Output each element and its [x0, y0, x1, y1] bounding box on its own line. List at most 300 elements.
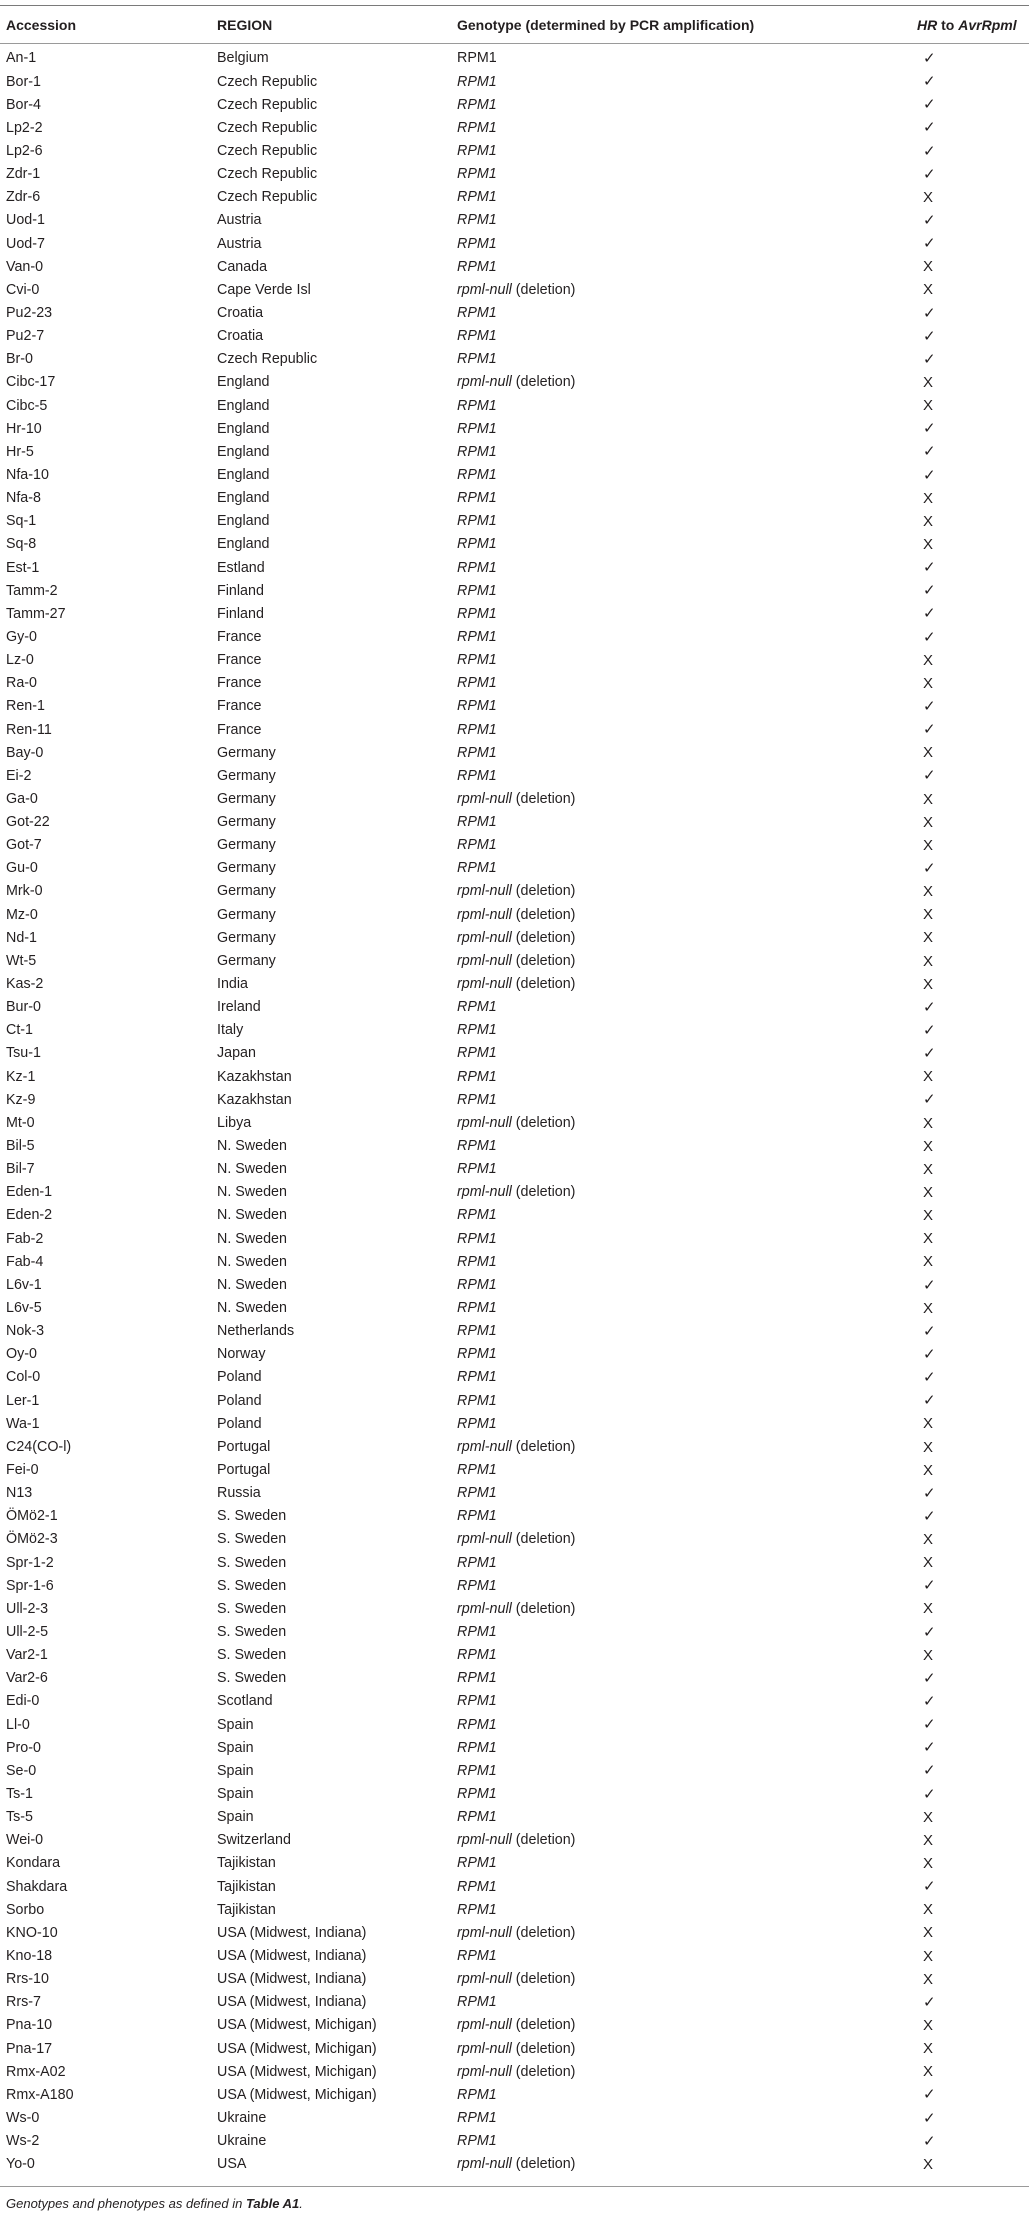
genotype-cell [457, 579, 917, 602]
genotype-cell [457, 695, 917, 718]
genotype-cell [457, 1204, 917, 1227]
genotype-suffix: (deletion) [511, 790, 576, 807]
accession-cell: Br-0 [6, 351, 34, 368]
genotype-suffix: (deletion) [511, 1438, 576, 1455]
table-row [6, 1574, 1024, 1597]
genotype-cell [457, 1574, 917, 1597]
hr-cell: X [923, 1230, 934, 1248]
genotype-gene: RPM1 [457, 1022, 497, 1039]
table-row [6, 1759, 1024, 1782]
hr-cell: ✓ [923, 559, 936, 577]
genotype-suffix: (deletion) [511, 1184, 576, 1201]
accession-cell: Tamm-2 [6, 582, 58, 599]
genotype-cell [457, 1528, 917, 1551]
region-cell: S. Sweden [217, 1623, 287, 1640]
hr-cell: ✓ [923, 998, 936, 1016]
accession-cell: Ren-11 [6, 721, 52, 738]
table-row [6, 1343, 1024, 1366]
genotype-cell [457, 1273, 917, 1296]
table-row [6, 417, 1024, 440]
genotype-gene: RPM1 [457, 1462, 497, 1478]
region-cell: USA (Midwest, Indiana) [217, 1971, 367, 1988]
hr-cell: X [923, 1855, 934, 1873]
table-row [6, 1019, 1024, 1042]
table-row [6, 2060, 1024, 2083]
genotype-gene: rpml-null [457, 374, 512, 391]
region-cell: S. Sweden [217, 1600, 287, 1617]
genotype-suffix: (deletion) [511, 2017, 576, 2034]
region-cell: Portugal [217, 1462, 271, 1478]
accession-cell: Bil-7 [6, 1161, 35, 1178]
region-cell: Austria [217, 235, 262, 252]
hr-cell: X [923, 374, 934, 392]
genotype-gene: rpml-null [457, 1832, 512, 1849]
genotype-cell [457, 1968, 917, 1991]
accession-cell: Rmx-A180 [6, 2086, 74, 2103]
genotype-gene: RPM1 [457, 1300, 497, 1317]
table-row [6, 857, 1024, 880]
hr-cell: ✓ [923, 2109, 936, 2127]
footnote-table-ref: Table A1 [245, 2196, 300, 2211]
table-row [6, 440, 1024, 463]
genotype-cell [457, 949, 917, 972]
genotype-gene: RPM1 [457, 1855, 497, 1872]
genotype-suffix: (deletion) [511, 976, 576, 993]
accession-cell: Nd-1 [6, 929, 37, 946]
accession-cell: Var2-6 [6, 1670, 48, 1687]
table-row [6, 1829, 1024, 1852]
region-cell: Spain [217, 1762, 254, 1779]
accession-cell: Pna-17 [6, 2040, 53, 2057]
table-row [6, 1968, 1024, 1991]
genotype-gene: RPM1 [457, 1091, 497, 1108]
region-cell: Spain [217, 1716, 254, 1733]
region-cell: USA (Midwest, Michigan) [217, 2063, 377, 2080]
genotype-cell [457, 1158, 917, 1181]
genotype-gene: RPM1 [457, 2133, 497, 2150]
hr-cell: X [923, 258, 934, 276]
hr-cell: ✓ [923, 1993, 936, 2011]
region-cell: S. Sweden [217, 1554, 287, 1571]
table-row [6, 949, 1024, 972]
accession-cell: Got-22 [6, 814, 50, 831]
accession-cell: Kz-9 [6, 1091, 36, 1108]
table-row [6, 1875, 1024, 1898]
hr-cell: X [923, 536, 934, 554]
genotype-cell [457, 93, 917, 116]
genotype-gene: RPM1 [457, 1253, 497, 1270]
accession-cell: Lp2-6 [6, 142, 43, 159]
genotype-gene: rpml-null [457, 2017, 512, 2034]
table-row [6, 695, 1024, 718]
table-row [6, 42, 1024, 70]
region-cell: France [217, 628, 262, 645]
genotype-cell [457, 2037, 917, 2060]
table-header [6, 8, 1024, 42]
genotype-cell [457, 209, 917, 232]
hr-cell: X [923, 790, 934, 808]
region-cell: Portugal [217, 1438, 271, 1455]
accession-cell: Wa-1 [6, 1415, 40, 1432]
hr-cell: ✓ [923, 466, 936, 484]
table-footnote [6, 2196, 303, 2211]
hr-cell: X [923, 1207, 934, 1225]
genotype-cell [457, 440, 917, 463]
table-row [6, 464, 1024, 487]
table-row [6, 741, 1024, 764]
hr-cell: ✓ [923, 1045, 936, 1063]
genotype-gene: RPM1 [457, 351, 497, 368]
table-row [6, 116, 1024, 139]
genotype-cell [457, 394, 917, 417]
genotype-cell [457, 1875, 917, 1898]
genotype-gene: RPM1 [457, 258, 497, 275]
table-row [6, 556, 1024, 579]
region-cell: Italy [217, 1022, 244, 1039]
genotype-gene: rpml-null [457, 976, 512, 993]
genotype-cell [457, 302, 917, 325]
hr-cell: X [923, 1183, 934, 1201]
accession-cell: Ler-1 [6, 1392, 40, 1409]
hr-cell: X [923, 1901, 934, 1919]
accession-cell: Ts-5 [6, 1809, 34, 1826]
genotype-cell [457, 1921, 917, 1944]
genotype-cell [457, 2107, 917, 2130]
region-cell: Cape Verde Isl [217, 281, 311, 298]
genotype-gene: rpml-null [457, 2063, 512, 2080]
genotype-gene: RPM1 [457, 860, 497, 877]
genotype-cell [457, 556, 917, 579]
table-row [6, 1852, 1024, 1875]
genotype-cell [457, 1736, 917, 1759]
region-cell: Ukraine [217, 2109, 267, 2126]
hr-cell: X [923, 1600, 934, 1618]
accession-cell: Col-0 [6, 1369, 41, 1386]
hr-cell: X [923, 1646, 934, 1664]
region-cell: N. Sweden [217, 1138, 287, 1155]
header-hr-mid: to [937, 17, 959, 33]
accession-cell: Pna-10 [6, 2017, 53, 2034]
genotype-cell [457, 1505, 917, 1528]
region-cell: Czech Republic [217, 119, 318, 136]
accession-cell: Cvi-0 [6, 281, 40, 298]
table-row [6, 1736, 1024, 1759]
region-cell: Finland [217, 605, 264, 622]
genotype-suffix: (deletion) [511, 883, 576, 900]
genotype-suffix: (deletion) [511, 929, 576, 946]
table-row [6, 788, 1024, 811]
genotype-gene: RPM1 [457, 1670, 497, 1687]
header-genotype: Genotype (determined by PCR amplification) [457, 17, 755, 33]
table-row [6, 533, 1024, 556]
table-row [6, 487, 1024, 510]
genotype-cell [457, 857, 917, 880]
genotype-cell [457, 626, 917, 649]
genotype-cell [457, 1459, 917, 1482]
accession-cell: Eden-2 [6, 1207, 53, 1224]
accession-cell: Kondara [6, 1855, 61, 1872]
region-cell: USA [217, 2156, 247, 2173]
genotype-cell [457, 788, 917, 811]
region-cell: N. Sweden [217, 1300, 287, 1317]
accession-cell: Ct-1 [6, 1022, 34, 1039]
accession-cell: Ll-0 [6, 1716, 30, 1733]
accession-cell: Kas-2 [6, 976, 44, 993]
genotype-cell [457, 1829, 917, 1852]
table-row [6, 2153, 1024, 2176]
genotype-cell [457, 1482, 917, 1505]
hr-cell: X [923, 975, 934, 993]
region-cell: India [217, 976, 249, 993]
accession-cell: Bay-0 [6, 744, 44, 761]
accession-cell: Lz-0 [6, 652, 34, 669]
region-cell: Czech Republic [217, 142, 318, 159]
table-row [6, 1158, 1024, 1181]
genotype-gene: rpml-null [457, 2156, 512, 2173]
genotype-gene: RPM1 [457, 96, 497, 113]
hr-cell: X [923, 1114, 934, 1132]
hr-cell: X [923, 1438, 934, 1456]
table-row [6, 1783, 1024, 1806]
region-cell: Germany [217, 790, 276, 807]
region-cell: USA (Midwest, Indiana) [217, 1947, 367, 1964]
genotype-cell [457, 1111, 917, 1134]
genotype-cell [457, 1945, 917, 1968]
region-cell: Czech Republic [217, 96, 318, 113]
genotype-cell [457, 371, 917, 394]
table-row [6, 1945, 1024, 1968]
region-cell: England [217, 374, 270, 391]
accession-cell: Uod-1 [6, 212, 45, 229]
genotype-gene: RPM1 [457, 1554, 497, 1571]
hr-cell: X [923, 1253, 934, 1271]
genotype-suffix: (deletion) [511, 374, 576, 391]
genotype-gene: RPM1 [457, 1045, 497, 1062]
genotype-cell [457, 1297, 917, 1320]
region-cell: S. Sweden [217, 1670, 287, 1687]
genotype-cell [457, 2153, 917, 2176]
accession-cell: Zdr-1 [6, 166, 41, 183]
hr-cell: ✓ [923, 1693, 936, 1711]
table-top-rule [0, 5, 1029, 6]
genotype-cell [457, 232, 917, 255]
region-cell: N. Sweden [217, 1276, 287, 1293]
accession-cell: Ws-2 [6, 2133, 40, 2150]
table-row [6, 811, 1024, 834]
table-row [6, 278, 1024, 301]
region-cell: England [217, 513, 270, 530]
genotype-cell [457, 1088, 917, 1111]
genotype-gene: RPM1 [457, 1623, 497, 1640]
region-cell: Germany [217, 860, 276, 877]
genotype-gene: RPM1 [457, 1647, 497, 1664]
table-body [6, 42, 1024, 2176]
genotype-cell [457, 672, 917, 695]
genotype-gene: RPM1 [457, 397, 497, 414]
accession-cell: Mrk-0 [6, 883, 43, 900]
hr-cell: X [923, 1947, 934, 1965]
hr-cell: ✓ [923, 142, 936, 160]
region-cell: Tajikistan [217, 1878, 276, 1895]
table-row [6, 1597, 1024, 1620]
table-row [6, 602, 1024, 625]
accession-cell: Ull-2-5 [6, 1623, 49, 1640]
accession-cell: L6v-1 [6, 1276, 42, 1293]
genotype-cell [457, 1783, 917, 1806]
table-row [6, 510, 1024, 533]
genotype-gene: RPM1 [457, 212, 497, 229]
accession-cell: Edi-0 [6, 1693, 40, 1710]
hr-cell: ✓ [923, 767, 936, 785]
hr-cell: ✓ [923, 443, 936, 461]
hr-cell: X [923, 1415, 934, 1433]
genotype-cell [457, 764, 917, 787]
table-row [6, 903, 1024, 926]
genotype-cell [457, 533, 917, 556]
genotype-gene: RPM1 [457, 744, 497, 761]
region-cell: Libya [217, 1114, 252, 1131]
genotype-cell [457, 1898, 917, 1921]
region-cell: Finland [217, 582, 264, 599]
accession-cell: Ws-0 [6, 2109, 40, 2126]
region-cell: USA (Midwest, Michigan) [217, 2017, 377, 2034]
hr-cell: ✓ [923, 1507, 936, 1525]
table-row [6, 1389, 1024, 1412]
genotype-cell [457, 464, 917, 487]
hr-cell: ✓ [923, 1739, 936, 1757]
header-row [6, 8, 1024, 42]
genotype-gene: RPM1 [457, 1138, 497, 1155]
genotype-suffix: (deletion) [511, 952, 576, 969]
hr-cell: X [923, 2017, 934, 2035]
hr-cell: X [923, 1068, 934, 1086]
hr-cell: X [923, 1531, 934, 1549]
genotype-cell [457, 1042, 917, 1065]
accession-cell: Van-0 [6, 258, 44, 275]
genotype-cell [457, 903, 917, 926]
accession-cell: Pu2-7 [6, 328, 45, 345]
accession-cell: Est-1 [6, 559, 40, 576]
accession-cell: Fei-0 [6, 1462, 39, 1478]
genotype-cell [457, 255, 917, 278]
genotype-gene: rpml-null [457, 1600, 512, 1617]
region-cell: Czech Republic [217, 189, 318, 206]
genotype-suffix: (deletion) [511, 1600, 576, 1617]
genotype-gene: RPM1 [457, 628, 497, 645]
region-cell: France [217, 721, 262, 738]
table-row [6, 834, 1024, 857]
accession-cell: Wt-5 [6, 952, 37, 969]
table-row [6, 1181, 1024, 1204]
hr-cell: ✓ [923, 119, 936, 137]
hr-cell: X [923, 883, 934, 901]
genotype-gene: RPM1 [457, 1323, 497, 1340]
table-row [6, 2107, 1024, 2130]
accession-cell: Nfa-8 [6, 490, 41, 507]
hr-cell: X [923, 674, 934, 692]
accession-cell: Ga-0 [6, 790, 38, 807]
table-row [6, 880, 1024, 903]
table-row [6, 1135, 1024, 1158]
accession-cell: ÖMö2-1 [6, 1508, 58, 1525]
accession-cell: Lp2-2 [6, 119, 43, 136]
hr-cell: ✓ [923, 1369, 936, 1387]
hr-cell: X [923, 512, 934, 530]
genotype-gene: RPM1 [457, 1346, 497, 1363]
accession-cell: Pro-0 [6, 1739, 41, 1756]
region-cell: USA (Midwest, Indiana) [217, 1994, 367, 2011]
table-row [6, 1528, 1024, 1551]
genotype-cell [457, 163, 917, 186]
genotype-cell [457, 116, 917, 139]
genotype-gene: rpml-null [457, 1531, 512, 1548]
genotype-cell [457, 1644, 917, 1667]
hr-cell: ✓ [923, 1021, 936, 1039]
genotype-cell [457, 1320, 917, 1343]
header-accession: Accession [6, 17, 77, 33]
genotype-gene: rpml-null [457, 952, 512, 969]
hr-cell: X [923, 1137, 934, 1155]
genotype-cell [457, 1713, 917, 1736]
footnote-text: Genotypes and phenotypes as defined in [6, 2196, 246, 2211]
genotype-gene: RPM1 [457, 2086, 497, 2103]
accession-cell: Oy-0 [6, 1346, 37, 1363]
accession-cell: Nok-3 [6, 1323, 45, 1340]
region-cell: Scotland [217, 1693, 273, 1710]
genotype-gene: RPM1 [457, 559, 497, 576]
genotype-cell [457, 996, 917, 1019]
hr-cell: X [923, 281, 934, 299]
genotype-gene: RPM1 [457, 1693, 497, 1710]
region-cell: N. Sweden [217, 1161, 287, 1178]
genotype-cell [457, 487, 917, 510]
genotype-cell [457, 70, 917, 93]
region-cell: N. Sweden [217, 1253, 287, 1270]
genotype-gene: RPM1 [457, 304, 497, 321]
header-hr-prefix: HR [917, 17, 938, 33]
table-row [6, 926, 1024, 949]
hr-cell: ✓ [923, 1276, 936, 1294]
hr-cell: ✓ [923, 1669, 936, 1687]
hr-cell: ✓ [923, 1345, 936, 1363]
genotype-cell [457, 348, 917, 371]
accession-cell: An-1 [6, 50, 37, 67]
accession-cell: Hr-10 [6, 420, 42, 437]
table-row [6, 325, 1024, 348]
region-cell: Estland [217, 559, 265, 576]
genotype-suffix: (deletion) [511, 1971, 576, 1988]
table-row [6, 1065, 1024, 1088]
table-row [6, 371, 1024, 394]
region-cell: Austria [217, 212, 262, 229]
hr-cell: ✓ [923, 1322, 936, 1340]
table-row [6, 1690, 1024, 1713]
genotype-plain: RPM1 [457, 50, 497, 67]
header-hr [917, 8, 1024, 42]
genotype-gene: RPM1 [457, 1762, 497, 1779]
genotype-gene: RPM1 [457, 582, 497, 599]
accession-cell: Ra-0 [6, 675, 37, 692]
accession-cell: Shakdara [6, 1878, 68, 1895]
hr-cell: ✓ [923, 698, 936, 715]
genotype-cell [457, 1435, 917, 1458]
hr-cell: ✓ [923, 721, 936, 739]
table-row [6, 1088, 1024, 1111]
genotype-gene: RPM1 [457, 513, 497, 530]
genotype-gene: RPM1 [457, 1809, 497, 1826]
accession-cell: Cibc-5 [6, 397, 48, 414]
region-cell: Germany [217, 767, 276, 784]
